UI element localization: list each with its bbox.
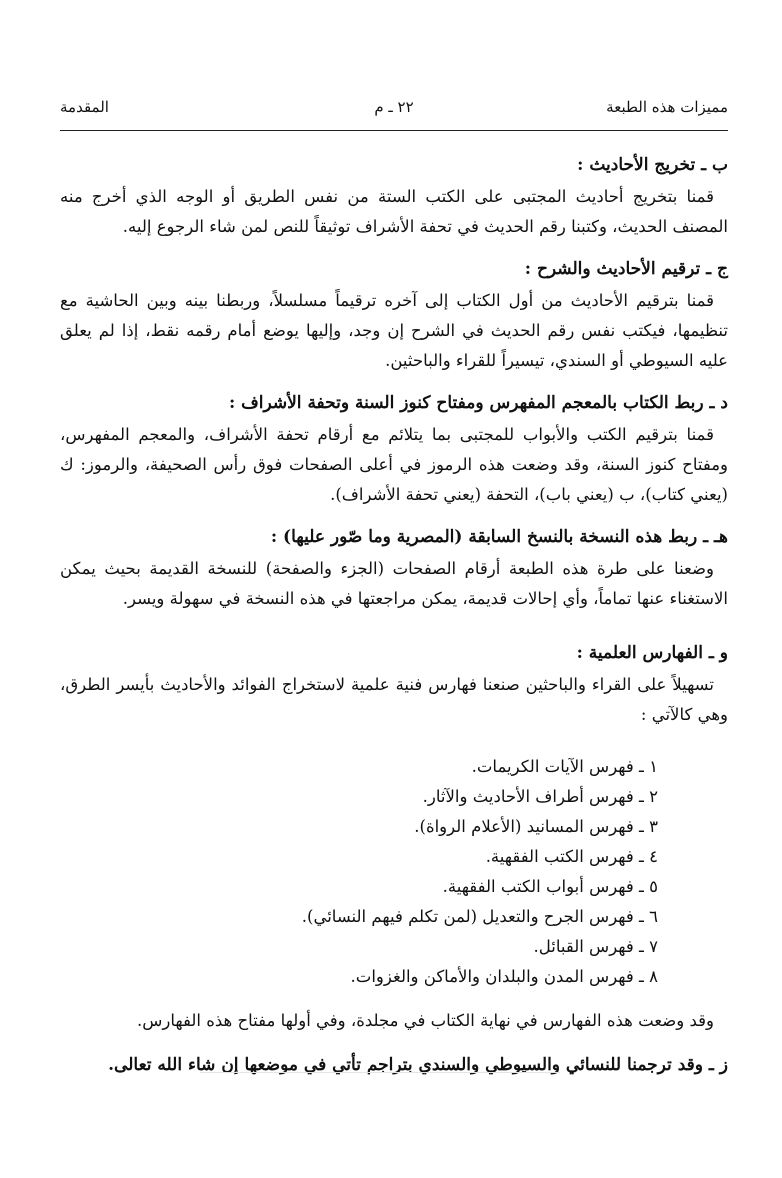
section-w bbox=[60, 638, 728, 730]
faint-rule bbox=[200, 1072, 560, 1073]
section-heading: ب ـ تخريج الأحاديث : bbox=[577, 155, 728, 175]
section-b bbox=[60, 150, 728, 242]
final-note: ز ـ وقد ترجمنا للنسائي والسيوطي والسندي بتراجم تأتي في موضعها إن شاء الله تعالى. bbox=[108, 1055, 728, 1075]
section-d bbox=[60, 388, 728, 510]
section-paragraph: تسهيلاً على القراء والباحثين صنعنا فهارس فنية علمية لاستخراج الفوائد والأحاديث بأيسر الطرق، وهي كالآتي : bbox=[60, 675, 728, 724]
page-body bbox=[60, 150, 728, 1080]
section-heading: د ـ ربط الكتاب بالمعجم المفهرس ومفتاح كنوز السنة وتحفة الأشراف : bbox=[228, 393, 728, 413]
section-h bbox=[60, 522, 728, 614]
list-item: ٨ ـ فهرس المدن والبلدان والأماكن والغزوات. bbox=[350, 967, 658, 986]
section-paragraph: وضعنا على طرة هذه الطبعة أرقام الصفحات (الجزء والصفحة) للنسخة القديمة بحيث يمكن الاستغناء عنها تماماً، وأي إحالات قديمة، يمكن مراجعتها في هذه النسخة في سهولة ويسر. bbox=[60, 559, 728, 608]
section-paragraph: قمنا بتخريج أحاديث المجتبى على الكتب الستة من نفس الطريق أو الوجه الذي أخرج منه المصنف الحديث، وكتبنا رقم الحديث في تحفة الأشراف توثيقاً للنص لمن شاء الرجوع إليه. bbox=[60, 187, 728, 236]
index-list bbox=[60, 752, 728, 992]
header-rule bbox=[60, 130, 728, 131]
list-item: ٢ ـ فهرس أطراف الأحاديث والآثار. bbox=[422, 787, 658, 806]
list-item: ٧ ـ فهرس القبائل. bbox=[533, 937, 658, 956]
section-heading: ج ـ ترقيم الأحاديث والشرح : bbox=[524, 259, 728, 279]
section-paragraph: قمنا بترقيم الكتب والأبواب للمجتبى بما يتلائم مع أرقام تحفة الأشراف، والمعجم المفهرس، ومفتاح كنوز السنة، وقد وضعت هذه الرموز في أعلى الصفحات فوق رأس الصحيفة، والرموز: ك (يعني كتاب)، ب (يعني باب)، التحفة (يعني تحفة الأشراف). bbox=[60, 425, 728, 504]
running-header bbox=[60, 98, 728, 122]
list-item: ٤ ـ فهرس الكتب الفقهية. bbox=[485, 847, 658, 866]
section-heading: و ـ الفهارس العلمية : bbox=[576, 643, 728, 663]
header-section-title: مميزات هذه الطبعة bbox=[606, 98, 728, 116]
after-list-paragraph: وقد وضعت هذه الفهارس في نهاية الكتاب في مجلدة، وفي أولها مفتاح هذه الفهارس. bbox=[137, 1011, 714, 1030]
list-item: ٣ ـ فهرس المسانيد (الأعلام الرواة). bbox=[414, 817, 658, 836]
section-j bbox=[60, 254, 728, 376]
section-heading: هـ ـ ربط هذه النسخة بالنسخ السابقة (المصرية وما صّور عليها) : bbox=[270, 527, 728, 547]
list-item: ٦ ـ فهرس الجرح والتعديل (لمن تكلم فيهم النسائي). bbox=[301, 907, 658, 926]
section-paragraph: قمنا بترقيم الأحاديث من أول الكتاب إلى آخره ترقيماً مسلسلاً، وربطنا بينه وبين الحاشية مع تنظيمها، فيكتب نفس رقم الحديث في الشرح إن وجد، وإليها يوضع أمام رقمه نقط، إذا لم يعلق عليه السيوطي أو السندي، تيسيراً للقراء والباحثين. bbox=[60, 291, 728, 370]
page-number: ٢٢ ـ م bbox=[374, 98, 414, 116]
list-item: ١ ـ فهرس الآيات الكريمات. bbox=[471, 757, 658, 776]
header-chapter-title: المقدمة bbox=[60, 98, 109, 116]
list-item: ٥ ـ فهرس أبواب الكتب الفقهية. bbox=[442, 877, 658, 896]
